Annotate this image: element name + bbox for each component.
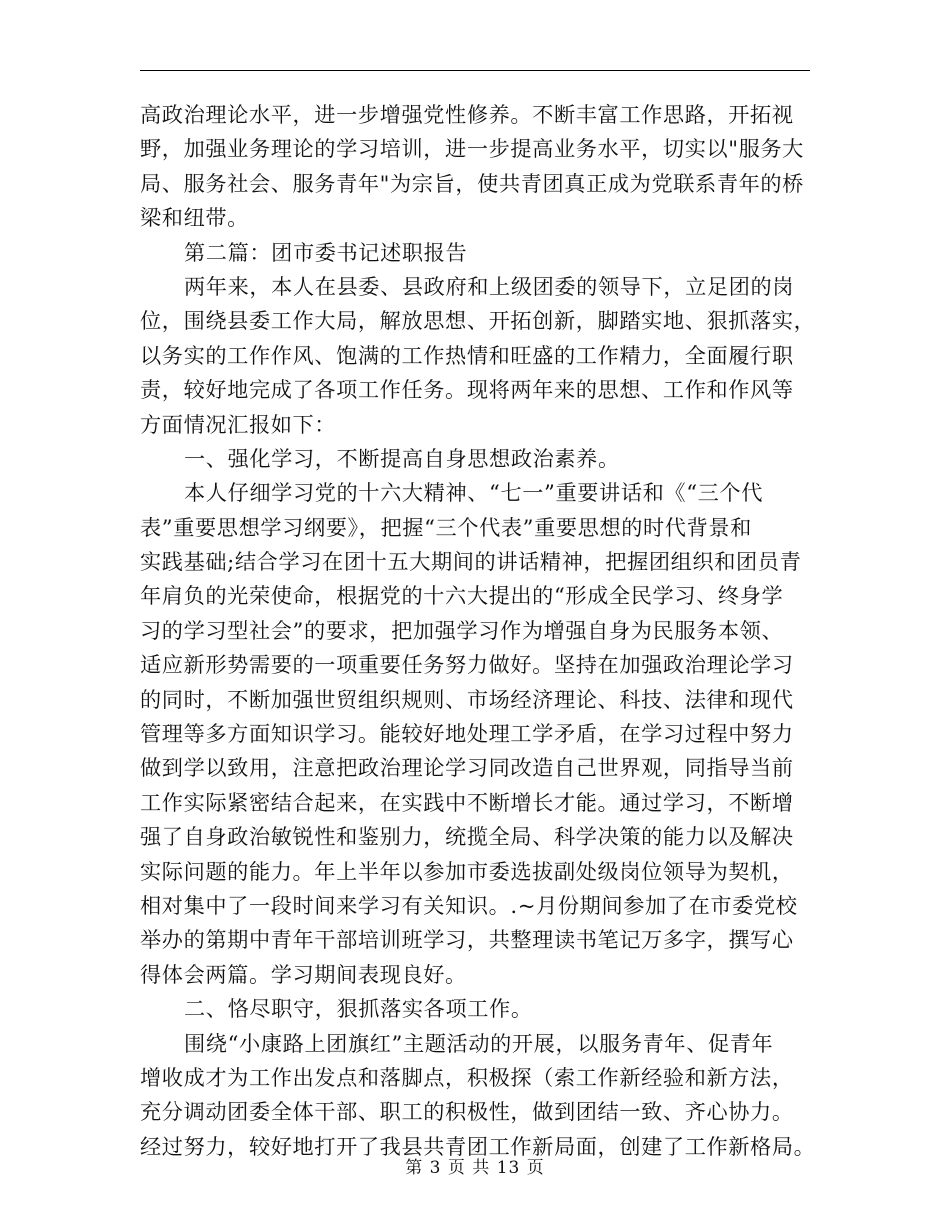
document-body (140, 98, 816, 1164)
header-rule (140, 70, 810, 71)
text-line: 得体会两篇。学习期间表现良好。 (140, 961, 467, 987)
page-number-footer: 第 3 页 共 13 页 (405, 1158, 545, 1178)
text-line: 充分调动团委全体干部、职工的积极性，做到团结一致、齐心协力。 (140, 1099, 794, 1125)
text-line: 做到学以致用，注意把政治理论学习同改造自己世界观，同指导当前 (140, 755, 794, 781)
text-line: 举办的第期中青年干部培训班学习，共整理读书笔记万多字，撰写心 (140, 927, 794, 953)
text-line: 方面情况汇报如下： (140, 411, 337, 437)
text-line: 围绕“小康路上团旗红”主题活动的开展，以服务青年、促青年 (184, 1030, 774, 1056)
text-line: 两年来，本人在县委、县政府和上级团委的领导下，立足团的岗 (184, 273, 795, 299)
text-line: 以务实的工作作风、饱满的工作热情和旺盛的工作精力，全面履行职 (140, 342, 794, 368)
text-line: 管理等多方面知识学习。能较好地处理工学矛盾，在学习过程中努力 (140, 721, 794, 747)
text-line: 的同时，不断加强世贸组织规则、市场经济理论、科技、法律和现代 (140, 686, 794, 712)
text-line: 强了自身政治敏锐性和鉴别力，统揽全局、科学决策的能力以及解决 (140, 824, 794, 850)
text-line: 高政治理论水平，进一步增强党性修养。不断丰富工作思路，开拓视 (140, 102, 794, 127)
text-line: 年肩负的光荣使命，根据党的十六大提出的“形成全民学习、终身学 (140, 583, 784, 609)
text-line: 野，加强业务理论的学习培训，进一步提高业务水平，切实以"服务大 (140, 136, 804, 162)
text-line: 表”重要思想学习纲要》，把握“三个代表”重要思想的时代背景和 (140, 514, 752, 540)
text-line: 相对集中了一段时间来学习有关知识。.~月份期间参加了在市委党校 (140, 892, 798, 918)
text-line: 增收成才为工作出发点和落脚点，积极探（索工作新经验和新方法， (140, 1064, 794, 1090)
text-line: 梁和纽带。 (140, 205, 249, 231)
text-line: 一、强化学习，不断提高自身思想政治素养。 (184, 445, 620, 471)
text-line: 责，较好地完成了各项工作任务。现将两年来的思想、工作和作风等 (140, 377, 794, 403)
text-line: 位，围绕县委工作大局，解放思想、开拓创新，脚踏实地、狠抓落实， (140, 308, 816, 334)
text-line: 适应新形势需要的一项重要任务努力做好。坚持在加强政治理论学习 (140, 652, 794, 678)
text-line: 工作实际紧密结合起来，在实践中不断增长才能。通过学习，不断增 (140, 789, 794, 815)
text-line: 局、服务社会、服务青年"为宗旨，使共青团真正成为党联系青年的桥 (140, 170, 804, 196)
text-line: 经过努力，较好地打开了我县共青团工作新局面，创建了工作新格局。 (140, 1133, 816, 1159)
text-line: 实践基础;结合学习在团十五大期间的讲话精神，把握团组织和团员青 (140, 549, 802, 575)
text-line: 习的学习型社会”的要求，把加强学习作为增强自身为民服务本领、 (140, 617, 784, 643)
text-line: 本人仔细学习党的十六大精神、“七一”重要讲话和《“三个代 (184, 480, 763, 506)
text-line: 二、恪尽职守，狠抓落实各项工作。 (184, 996, 533, 1022)
text-line: 第二篇：团市委书记述职报告 (184, 239, 468, 265)
text-line: 实际问题的能力。年上半年以参加市委选拔副处级岗位领导为契机， (140, 858, 794, 884)
